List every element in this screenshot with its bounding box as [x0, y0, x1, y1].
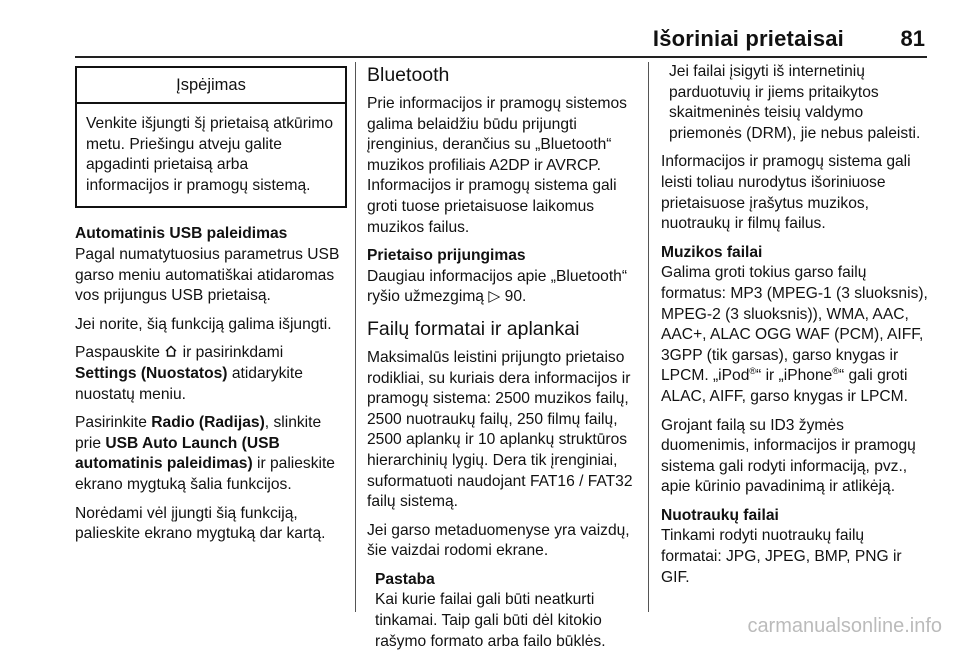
- system-text: Informacijos ir pramogų sistema gali leisti toliau nurodytus išoriniuose prietaisuose įrašytus muzikos, nuotraukų ir filmų failus.: [661, 153, 911, 233]
- photo-files-text: Tinkami rodyti nuotraukų failų formatai: JPG, JPEG, BMP, PNG ir GIF.: [661, 527, 902, 586]
- select-radio-paragraph: Pasirinkite Radio (Radijas), slinkite prie USB Auto Launch (USB automatinis paleidimas) ir palieskite ekrano mygtuką šalia funkcijos.: [75, 414, 335, 493]
- settings-label: Settings (Nuostatos): [75, 364, 228, 382]
- warning-title: Įspėjimas: [77, 68, 345, 104]
- file-formats-text: Maksimalūs leistini prijungto prietaiso rodikliai, su kuriais dera informacijos ir pramogų sistema: 2500 muzikos failų, 2500 nuotraukų failų, 250 filmų failų, 2500 aplankų ir 10 aplankų struktūros hierarchinių lygių. Dera tik įrenginiai, suformatuoti naudojant FAT16 / FAT32 failų sistemą.: [367, 348, 633, 511]
- disable-text: Jei norite, šią funkciją galima išjungti.: [75, 315, 332, 333]
- column-divider: [648, 62, 649, 612]
- column-3: [661, 62, 929, 596]
- music-files-heading: Muzikos failai: [661, 243, 763, 261]
- bluetooth-title: Bluetooth: [367, 64, 450, 86]
- home-icon: [164, 344, 178, 361]
- usb-auto-launch-label: USB Auto Launch (USB automatinis paleidimas): [75, 434, 280, 473]
- registered-mark: ®: [749, 366, 757, 377]
- connect-heading: Prietaiso prijungimas: [367, 247, 526, 265]
- column-divider: [355, 62, 356, 612]
- press-home-paragraph: Paspauskite ir pasirinkdami Settings (Nuostatos) atidarykite nuostatų meniu.: [75, 344, 303, 403]
- page-header: [75, 22, 927, 58]
- warning-box: [75, 66, 347, 208]
- music-files-text: Galima groti tokius garso failų formatus: MP3 (MPEG-1 (3 sluoksnis), MPEG-2 (3 sluoksnis)), WMA, AAC, AAC+, ALAC OGG WAF (PCM), AIFF, 3GPP (tik garsas), garso knygas ir LPCM. „iPod®“ ir „iPhone®“ gali groti ALAC, AIFF, garso knygas ir LPCM.: [661, 264, 928, 405]
- watermark: carmanualsonline.info: [747, 615, 942, 637]
- warning-body: Venkite išjungti šį prietaisą atkūrimo metu. Priešingu atveju galite apgadinti prietaisą arba informacijos ir pramogų sistemą.: [86, 115, 334, 194]
- registered-mark: ®: [832, 366, 839, 377]
- metadata-text: Jei garso metaduomenyse yra vaizdų, šie vaizdai rodomi ekrane.: [367, 521, 630, 560]
- note-title: Pastaba: [375, 570, 435, 588]
- note-box: [367, 570, 633, 652]
- file-formats-title: Failų formatai ir aplankai: [367, 317, 580, 340]
- page-title: Išoriniai prietaisai: [652, 26, 844, 51]
- note-text: Kai kurie failai gali būti neatkurti tinkamai. Taip gali būti dėl kitokio rašymo formato arba failo būklės.: [375, 591, 606, 650]
- radio-label: Radio (Radijas): [151, 414, 265, 432]
- usb-autolaunch-text: Pagal numatytuosius parametrus USB garso meniu automatiškai atidaromas vos prijungus USB prietaisą.: [75, 245, 340, 305]
- reenable-text: Norėdami vėl įjungti šią funkciją, palieskite ekrano mygtuką dar kartą.: [75, 504, 326, 543]
- drm-text: Jei failai įsigyti iš internetinių parduotuvių ir jiems pritaikytos skaitmeninės teisių valdymo priemonės (DRM), jie nebus paleisti.: [669, 63, 921, 142]
- id3-text: Grojant failą su ID3 žymės duomenimis, informacijos ir pramogų sistema gali rodyti informaciją, pvz., apie kūrinio pavadinimą ir atlikėją.: [661, 416, 916, 496]
- page-number: 81: [900, 26, 925, 51]
- photo-files-heading: Nuotraukų failai: [661, 506, 779, 524]
- column-2: [367, 62, 633, 652]
- page-reference-arrow-icon: ▷: [488, 288, 501, 306]
- column-1: [75, 62, 347, 553]
- connect-text: Daugiau informacijos apie „Bluetooth“ ryšio užmezgimą ▷ 90.: [367, 267, 628, 306]
- usb-autolaunch-heading: Automatinis USB paleidimas: [75, 225, 288, 243]
- bluetooth-text: Prie informacijos ir pramogų sistemos galima belaidžiu būdu prijungti įrenginius, derančius su „Bluetooth“ muzikos profiliais A2DP ir AVRCP. Informacijos ir pramogų sistema gali groti tuose prietaisuose laikomus muzikos failus.: [367, 95, 627, 236]
